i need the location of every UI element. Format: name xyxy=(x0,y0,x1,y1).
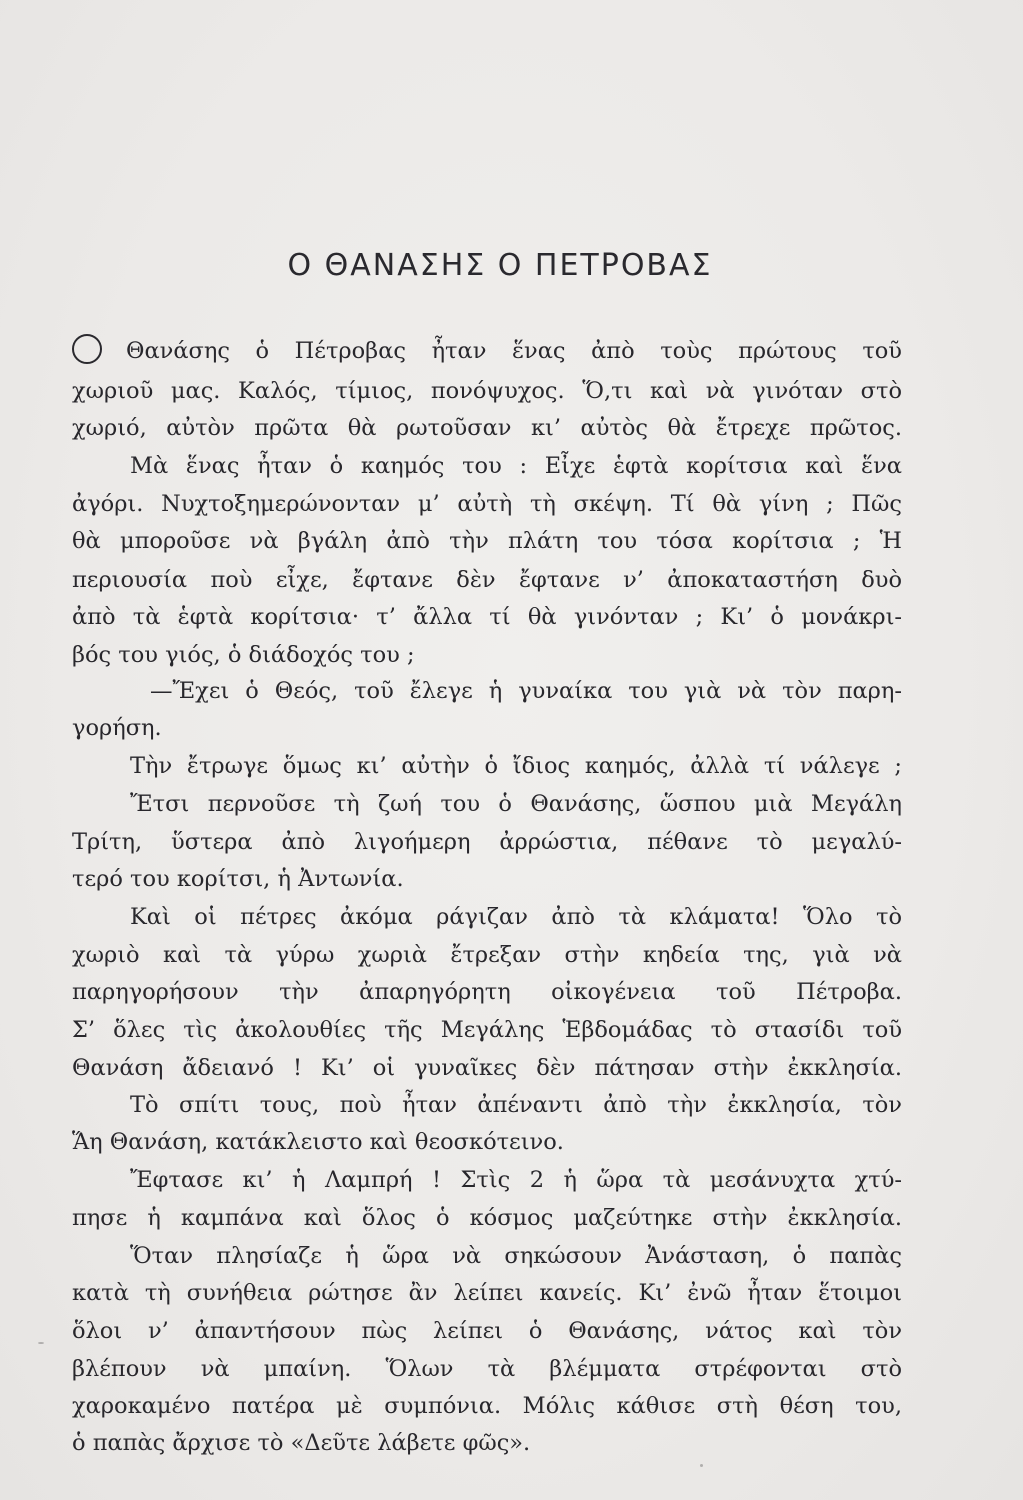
text-line-13: Ἔτσι περνοῦσε τὴ ζωή του ὁ Θανάσης, ὥσπου μιὰ Μεγάλη xyxy=(130,791,902,817)
paper-speck xyxy=(38,1342,44,1344)
text-line-27: ὅλοι ν’ ἀπαντήσουν πὼς λείπει ὁ Θανάσης, νάτος καὶ τὸν xyxy=(72,1318,902,1344)
text-line-19: Σ’ ὅλες τὶς ἀκολουθίες τῆς Μεγάλης Ἑβδομάδας τὸ στασίδι τοῦ xyxy=(72,1017,902,1043)
text-line-9: βός του γιός, ὁ διάδοχός του ; xyxy=(72,642,415,668)
text-line-23: Ἔφτασε κι’ ἡ Λαμπρή ! Στὶς 2 ἡ ὥρα τὰ μεσάνυχτα χτύ- xyxy=(130,1167,902,1193)
text-line-17: χωριὸ καὶ τὰ γύρω χωριὰ ἔτρεξαν στὴν κηδεία της, γιὰ νὰ xyxy=(72,942,902,968)
text-line-26: κατὰ τὴ συνήθεια ρώτησε ἂν λείπει κανείς. Κι’ ἐνῶ ἦταν ἕτοιμοι xyxy=(72,1280,902,1306)
text-line-3: χωριό, αὐτὸν πρῶτα θὰ ρωτοῦσαν κι’ αὐτὸς θὰ ἔτρεχε πρῶτος. xyxy=(72,415,902,441)
text-line-2: χωριοῦ μας. Καλός, τίμιος, πονόψυχος. Ὅ,τι καὶ νὰ γινόταν στὸ xyxy=(72,378,902,404)
text-line-16: Καὶ οἱ πέτρες ἀκόμα ράγιζαν ἀπὸ τὰ κλάματα! Ὅλο τὸ xyxy=(130,904,902,930)
drop-cap-circle xyxy=(72,334,102,364)
text-line-8: ἀπὸ τὰ ἑφτὰ κορίτσια· τ’ ἄλλα τί θὰ γινόνταν ; Κι’ ὁ μονάκρι- xyxy=(72,604,902,630)
text-line-14: Τρίτη, ὕστερα ἀπὸ λιγοήμερη ἀρρώστια, πέθανε τὸ μεγαλύ- xyxy=(72,829,902,855)
text-line-28: βλέπουν νὰ μπαίνη. Ὅλων τὰ βλέμματα στρέφονται στὸ xyxy=(72,1356,902,1382)
text-line-15: τερό του κορίτσι, ἡ Ἀντωνία. xyxy=(72,866,404,892)
text-line-24: πησε ἡ καμπάνα καὶ ὅλος ὁ κόσμος μαζεύτηκε στὴν ἐκκλησία. xyxy=(72,1205,902,1231)
text-line-1: Θανάσης ὁ Πέτροβας ἦταν ἕνας ἀπὸ τοὺς πρώτους τοῦ xyxy=(72,331,902,371)
text-line-22: Ἅη Θανάση, κατάκλειστο καὶ θεοσκότεινο. xyxy=(72,1129,564,1155)
text-line-10: —Ἔχει ὁ Θεός, τοῦ ἔλεγε ἡ γυναίκα του γιὰ νὰ τὸν παρη- xyxy=(150,678,902,704)
chapter-title: Ο ΘΑΝΑΣΗΣ Ο ΠΕΤΡΟΒΑΣ xyxy=(287,248,713,283)
text-line-18: παρηγορήσουν τὴν ἀπαρηγόρητη οἰκογένεια τοῦ Πέτροβα. xyxy=(72,979,902,1005)
text-line-29: χαροκαμένο πατέρα μὲ συμπόνια. Μόλις κάθισε στὴ θέση του, xyxy=(72,1393,902,1419)
text-line-4: Μὰ ἕνας ἦταν ὁ καημός του : Εἶχε ἑφτὰ κορίτσια καὶ ἕνα xyxy=(130,453,902,479)
text-line-7: περιουσία ποὺ εἶχε, ἔφτανε δὲν ἔφτανε ν’ ἀποκαταστήση δυὸ xyxy=(72,567,902,593)
text-line-30: ὁ παπὰς ἄρχισε τὸ «Δεῦτε λάβετε φῶς». xyxy=(72,1430,531,1456)
text-line-12: Τὴν ἔτρωγε ὅμως κι’ αὐτὴν ὁ ἴδιος καημός, ἀλλὰ τί νάλεγε ; xyxy=(130,753,902,779)
paper-speck xyxy=(700,1464,703,1467)
text-line-21: Τὸ σπίτι τους, ποὺ ἦταν ἀπέναντι ἀπὸ τὴν ἐκκλησία, τὸν xyxy=(130,1092,902,1118)
text-line-11: γορήση. xyxy=(72,715,162,741)
text-line-25: Ὅταν πλησίαζε ἡ ὥρα νὰ σηκώσουν Ἀνάσταση, ὁ παπὰς xyxy=(130,1243,902,1269)
text-line-6: θὰ μποροῦσε νὰ βγάλη ἀπὸ τὴν πλάτη του τόσα κορίτσια ; Ἡ xyxy=(72,528,902,554)
text-line-20: Θανάση ἄδειανό ! Κι’ οἱ γυναῖκες δὲν πάτησαν στὴν ἐκκλησία. xyxy=(72,1055,902,1081)
text-line-5: ἀγόρι. Νυχτοξημερώνονταν μ’ αὐτὴ τὴ σκέψη. Τί θὰ γίνη ; Πῶς xyxy=(72,491,902,517)
